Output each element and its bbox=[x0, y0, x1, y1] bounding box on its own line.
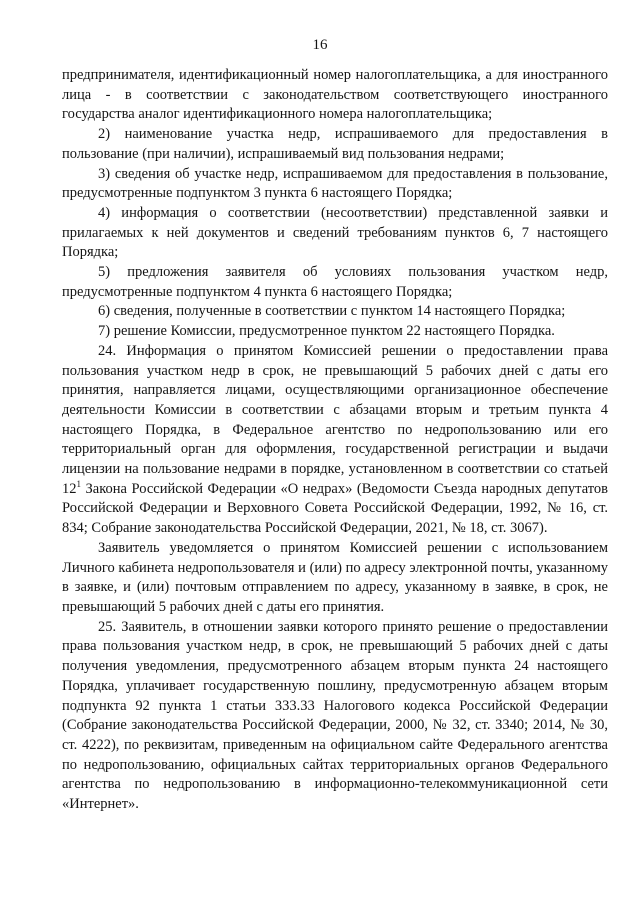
list-item-6: 6) сведения, полученные в соответствии с пунктом 14 настоящего Порядка; bbox=[98, 303, 566, 320]
list-item-3: 3) сведения об участке недр, испрашиваемом для предоставления в пользование, предусмотренные подпунктом 3 пункта 6 настоящего Порядка; bbox=[62, 165, 608, 202]
paragraph-notification: Заявитель уведомляется о принятом Комиссией решении с использованием Личного кабинета недропользователя и (или) по адресу электронной почты, указанному в заявке, и (или) почтовым отправлением по адресу, указанному в заявке, в срок, не превышающий 5 рабочих дней с даты его принятия. bbox=[62, 539, 608, 615]
paragraph-24 bbox=[62, 342, 608, 539]
list-item-2: 2) наименование участка недр, испрашиваемого для предоставления в пользование (при наличии), испрашиваемый вид пользования недрами; bbox=[62, 126, 608, 162]
list-item-7: 7) решение Комиссии, предусмотренное пунктом 22 настоящего Порядка. bbox=[98, 323, 555, 340]
list-item-5: 5) предложения заявителя об условиях пользования участком недр, предусмотренные подпунктом 4 пункта 6 настоящего Порядка; bbox=[62, 264, 608, 300]
document-body bbox=[62, 66, 608, 815]
superscript: 1 bbox=[76, 478, 81, 489]
page-number: 16 bbox=[312, 37, 328, 53]
paragraph-24-text: 24. Информация о принятом Комиссией решении о предоставлении права пользования участком недр в срок, не превышающий 5 рабочих дней с даты его принятия, направляется лицами, осуществляющими организационное обеспечение деятельности Комиссии в соответствии с абзацами вторым и третьим пункта 4 настоящего Порядка, в Федеральное агентство по недропользованию или его территориальный орган для оформления, государственной регистрации и выдачи лицензии на пользование недрами в порядке, установленном в соответствии со статьей 12 bbox=[62, 342, 608, 497]
list-item-4: 4) информация о соответствии (несоответствии) представленной заявки и прилагаемых к ней документов и сведений требованиям пунктов 6, 7 настоящего Порядка; bbox=[62, 204, 608, 261]
paragraph-continuation: предпринимателя, идентификационный номер налогоплательщика, а для иностранного лица - в соответствии с законодательством соответствующего иностранного государства аналог идентификационного номера налогоплательщика; bbox=[62, 67, 608, 123]
paragraph-25: 25. Заявитель, в отношении заявки которого принято решение о предоставлении права пользования участком недр, в срок, не превышающий 5 рабочих дней с даты получения уведомления, предусмотренного абзацем вторым пункта 24 настоящего Порядка, уплачивает государственную пошлину, предусмотренную абзацем вторым подпункта 92 пункта 1 статьи 333.33 Налогового кодекса Российской Федерации (Собрание законодательства Российской Федерации, 2000, № 32, ст. 3340; 2014, № 30, ст. 4222), по реквизитам, приведенным на официальном сайте Федерального агентства по недропользованию, официальных сайтах территориальных органов Федерального агентства по недропользованию в информационно-телекоммуникационной сети «Интернет». bbox=[62, 618, 608, 813]
paragraph-24-tail: Закона Российской Федерации «О недрах» (Ведомости Съезда народных депутатов Российской Федерации и Верховного Совета Российской Федерации, 1992, № 16, ст. 834; Собрание законодательства Российской Федерации, 2021, № 18, ст. 3067). bbox=[62, 480, 608, 537]
